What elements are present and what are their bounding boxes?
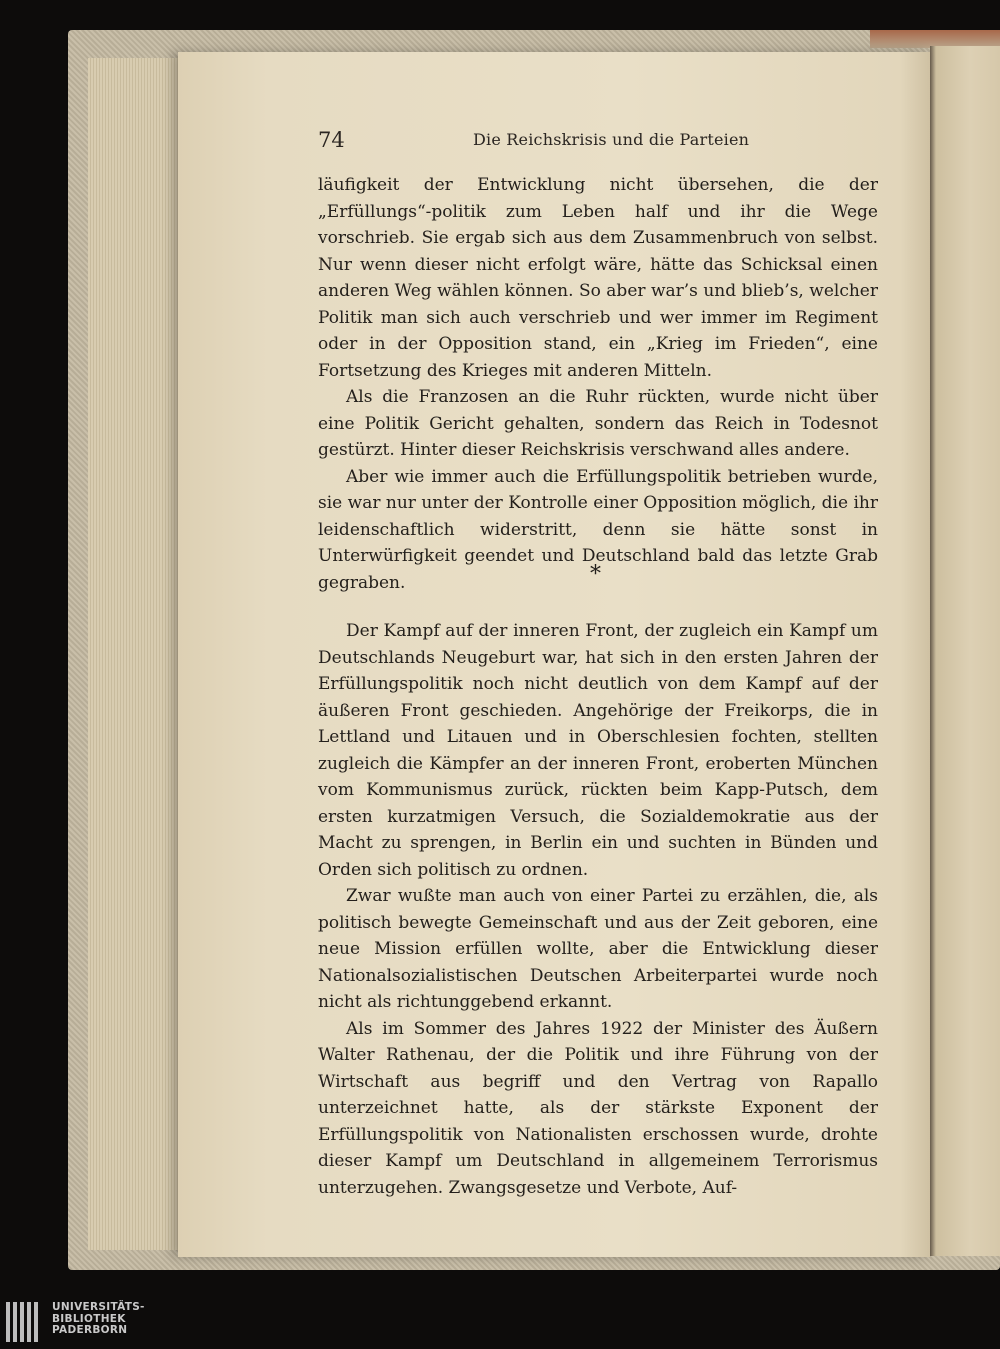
library-footer bbox=[0, 1300, 1000, 1349]
paragraph: läufigkeit der Entwicklung nicht übersehen, die der „Erfüllungs“-politik zum Leben half und ihr die Wege vorschrieb. Sie ergab sich aus dem Zusammenbruch von selbst. Nur wenn dieser nicht erfolgt wäre, hätte das Schicksal einen anderen Weg wählen können. So aber war’s und blieb’s, welcher Politik man sich auch verschrieb und wer immer im Regiment oder in der Opposition stand, ein „Krieg im Frieden“, eine Fortsetzung des Krieges mit anderen Mitteln. bbox=[318, 175, 878, 381]
paragraph: Als im Sommer des Jahres 1922 der Minister des Äußern Walter Rathenau, der die Politik und ihre Führung von der Wirtschaft aus begriff und den Vertrag von Rapallo unterzeichnet hatte, als der stärkste Exponent der Erfüllungspolitik von Nationalisten erschossen wurde, drohte dieser Kampf um Deutschland in allgemeinem Terrorismus unterzugehen. Zwangsgesetze und Verbote, Auf- bbox=[318, 1018, 878, 1198]
text-block-bottom bbox=[318, 618, 878, 1201]
text-block-top bbox=[318, 172, 878, 596]
running-title: Die Reichskrisis und die Parteien bbox=[473, 130, 750, 149]
paragraph: Zwar wußte man auch von einer Partei zu erzählen, die, als politisch bewegte Gemeinschaft und aus der Zeit geboren, eine neue Mission erfüllen wollte, aber die Entwicklung dieser Nationalsozialistischen Deutschen Arbeiterpartei wurde noch nicht als richtunggebend erkannt. bbox=[318, 886, 878, 1012]
logo-line: UNIVERSITÄTS- bbox=[52, 1301, 145, 1313]
logo-line: BIBLIOTHEK bbox=[52, 1312, 126, 1325]
paragraph: Aber wie immer auch die Erfüllungspolitik betrieben wurde, sie war nur unter der Kontrolle einer Opposition möglich, die ihr leidenschaftlich widerstritt, denn sie hätte sonst in Unterwürfigkeit geendet und Deutschland bald das letzte Grab gegraben. bbox=[318, 466, 878, 593]
library-logo-text bbox=[52, 1302, 145, 1337]
section-separator: * bbox=[590, 562, 601, 587]
logo-line: PADERBORN bbox=[52, 1324, 128, 1336]
page-header bbox=[318, 128, 878, 158]
paragraph: Der Kampf auf der inneren Front, der zugleich ein Kampf um Deutschlands Neugeburt war, hat sich in den ersten Jahren der Erfüllungspolitik noch nicht deutlich von dem Kampf auf der äußeren Front geschieden. Angehörige der Freikorps, die in Lettland und Litauen und in Oberschlesien fochten, stellten zugleich die Kämpfer an der inneren Front, eroberten München vom Kommunismus zurück, rückten beim Kapp-Putsch, dem ersten kurzatmigen Versuch, die Sozialdemokratie aus der Macht zu sprengen, in Berlin ein und suchten in Bünden und Orden sich politisch zu ordnen. bbox=[318, 621, 878, 880]
page-number: 74 bbox=[318, 128, 345, 152]
paragraph: Als die Franzosen an die Ruhr rückten, wurde nicht über eine Politik Gericht gehalten, sondern das Reich in Todesnot gestürzt. Hinter dieser Reichskrisis verschwand alles andere. bbox=[318, 387, 878, 460]
library-logo-icon bbox=[6, 1302, 44, 1342]
facing-page-edge bbox=[930, 46, 1000, 1256]
